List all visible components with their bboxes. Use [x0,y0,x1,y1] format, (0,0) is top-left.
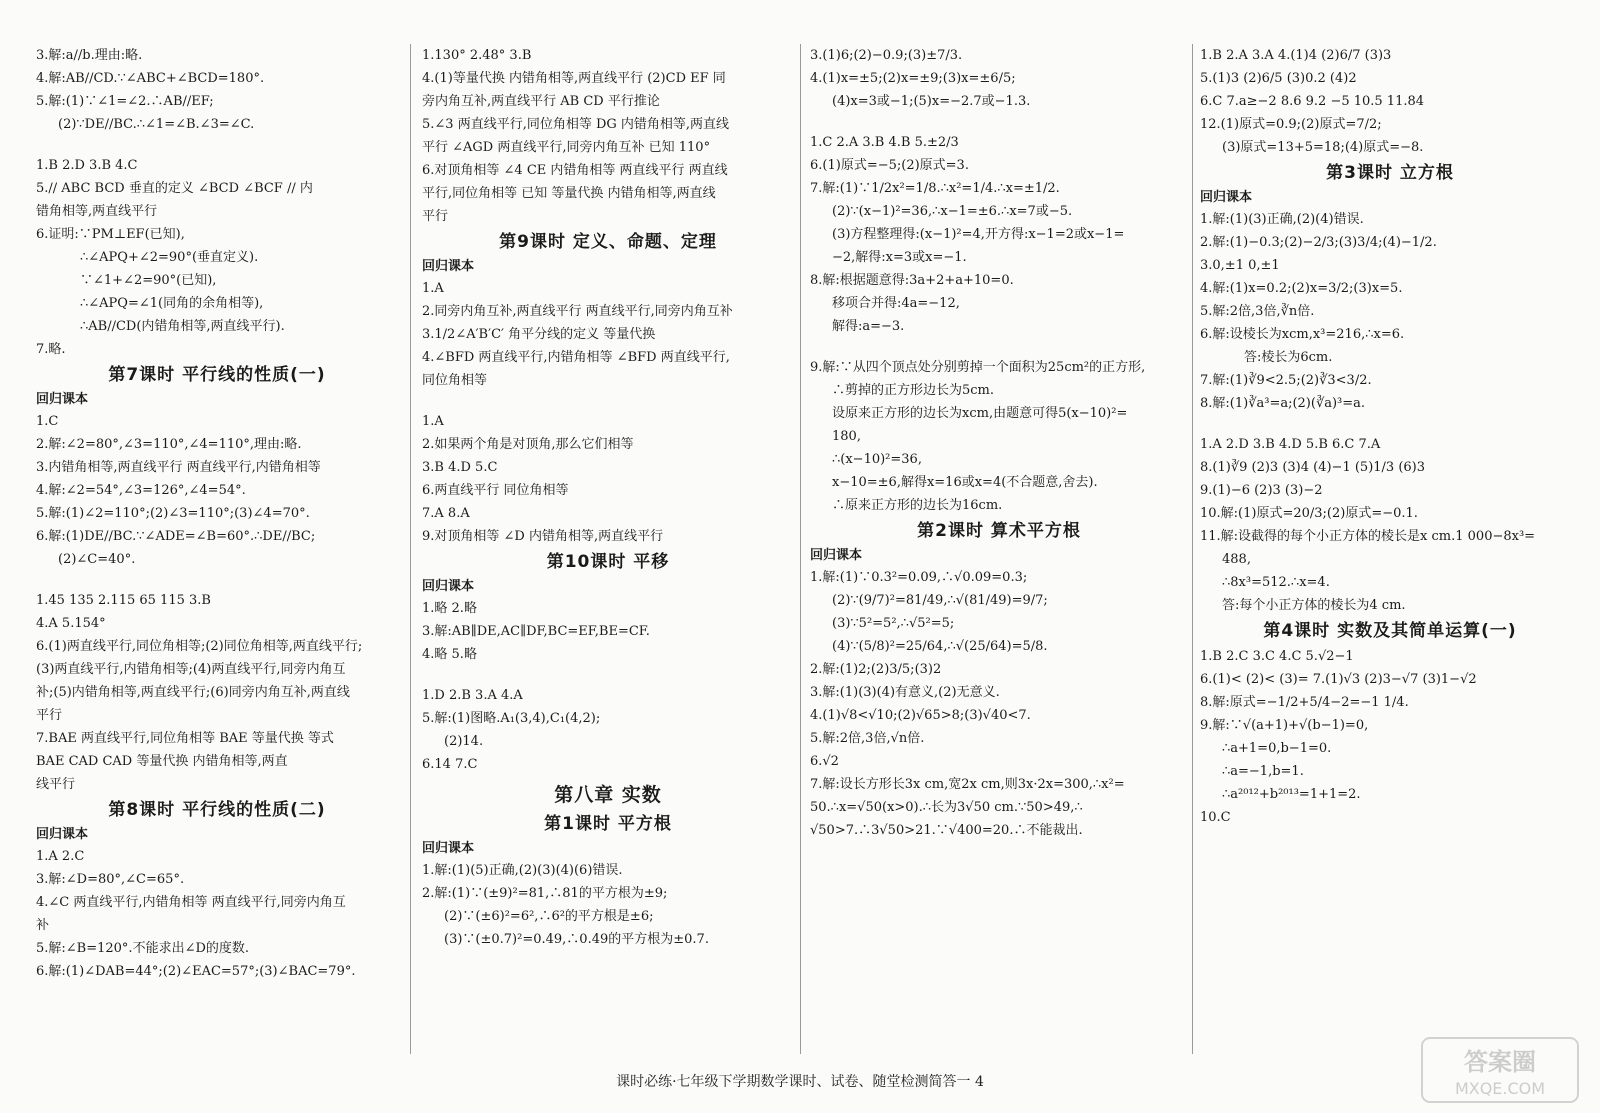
answer-line: 3.1/2∠A′B′C′ 角平分线的定义 等量代换 [422,327,656,342]
answer-line: 8.解:(1)∛a³=a;(2)(∛a)³=a. [1200,396,1366,411]
answer-line: 4.(1)x=±5;(2)x=±9;(3)x=±6/5; [810,71,1016,86]
answer-line: 6.证明:∵PM⊥EF(已知), [36,227,185,242]
answer-line: 补 [36,918,50,933]
answer-line: 7.解:设长方形长3x cm,宽2x cm,则3x·2x=300,∴x²= [810,777,1125,792]
answer-line: ∵∠1+∠2=90°(已知), [80,273,217,288]
answer-line: ∴a+1=0,b−1=0. [1222,741,1332,756]
answer-line: ∴AB//CD(内错角相等,两直线平行). [80,319,285,334]
answer-line: 3.解:∠D=80°,∠C=65°. [36,872,185,887]
answer-line: 答:棱长为6cm. [1244,350,1333,365]
lesson-heading: 第2课时 算术平方根 [917,521,1081,541]
answer-line: 6.解:(1)DE//BC.∵∠ADE=∠B=60°.∴DE//BC; [36,529,316,544]
answer-line: (2)∵(9/7)²=81/49,∴√(81/49)=9/7; [832,593,1048,608]
answer-line: 6.C 7.a≥−2 8.6 9.2 −5 10.5 11.84 [1200,94,1425,109]
answer-line: 2.如果两个角是对顶角,那么它们相等 [422,437,634,452]
answer-line: (2)14. [444,734,484,749]
answer-line: (2)∵(x−1)²=36,∴x−1=±6.∴x=7或−5. [832,204,1073,219]
answer-line: (2)∠C=40°. [58,552,136,567]
answer-line: 移项合并得:4a=−12, [832,296,960,311]
answer-line: ∴原来正方形的边长为16cm. [832,498,1003,513]
answer-line: 5.∠3 两直线平行,同位角相等 DG 内错角相等,两直线 [422,117,730,132]
answer-line: 2.解:(1)∵(±9)²=81,∴81的平方根为±9; [422,886,668,901]
answer-line: 180, [832,429,861,444]
answer-line: 3.内错角相等,两直线平行 两直线平行,内错角相等 [36,460,321,475]
svg-text:答案圈: 答案圈 [1464,1048,1536,1076]
answer-line: 7.解:(1)∵1/2x²=1/8.∴x²=1/4.∴x=±1/2. [810,181,1060,196]
answer-line: 6.(1)两直线平行,同位角相等;(2)同位角相等,两直线平行; [36,639,363,654]
answer-line: 4.(1)√8<√10;(2)√65>8;(3)√40<7. [810,708,1031,723]
answer-line: 1.A 2.C [36,849,85,864]
answer-line: 错角相等,两直线平行 [36,204,158,219]
answer-column-3 [810,44,1188,1055]
answer-line: x−10=±6,解得x=16或x=4(不合题意,舍去). [832,475,1098,490]
answer-line: 1.45 135 2.115 65 115 3.B [36,593,211,608]
answer-line: 7.略. [36,342,66,357]
answer-line: (3)原式=13+5=18;(4)原式=−8. [1222,140,1424,155]
lesson-heading: 第10课时 平移 [546,552,670,572]
answer-line: 488, [1222,552,1251,567]
lesson-heading: 第7课时 平行线的性质(一) [108,365,326,385]
answer-line: 4.略 5.略 [422,647,477,662]
answer-line: 6.对顶角相等 ∠4 CE 内错角相等 两直线平行 两直线 [422,163,728,178]
answer-line: 1.B 2.C 3.C 4.C 5.√2−1 [1200,649,1354,664]
answer-line: 1.A [422,414,444,429]
answer-line: 旁内角互补,两直线平行 AB CD 平行推论 [422,94,660,109]
answer-line: 解得:a=−3. [832,319,905,334]
answer-line: (3)方程整理得:(x−1)²=4,开方得:x−1=2或x−1= [832,227,1125,242]
answer-line: 11.解:设截得的每个小正方体的棱长是x cm.1 000−8x³= [1200,529,1536,544]
answer-line: (4)x=3或−1;(5)x=−2.7或−1.3. [832,94,1031,109]
section-label: 回归课本 [422,841,475,856]
answer-line: 平行 [422,209,449,224]
answer-line: −2,解得:x=3或x=−1. [832,250,967,265]
answer-line: 3.0,±1 0,±1 [1200,258,1280,273]
answer-line: 6.两直线平行 同位角相等 [422,483,569,498]
answer-line: ∴∠APQ=∠1(同角的余角相等), [80,296,264,311]
answer-line: 6.14 7.C [422,757,478,772]
answer-line: 2.解:(1)2;(2)3/5;(3)2 [810,662,942,677]
column-divider [410,44,411,1054]
answer-line: 50.∴x=√50(x>0).∴长为3√50 cm.∵50>49,∴ [810,800,1083,815]
answer-line: 设原来正方形的边长为xcm,由题意可得5(x−10)²= [832,406,1128,421]
answer-line: 1.A [422,281,444,296]
answer-line: 5.(1)3 (2)6/5 (3)0.2 (4)2 [1200,71,1357,86]
page-footer: 课时必练·七年级下学期数学课时、试卷、随堂检测简答一 4 [616,1074,984,1090]
answer-line: 3.解:(1)(3)(4)有意义,(2)无意义. [810,685,1000,700]
answer-line: 8.解:根据题意得:3a+2+a+10=0. [810,273,1014,288]
answer-line: 6.解:设棱长为xcm,x³=216,∴x=6. [1200,327,1405,342]
watermark-logo [1420,1036,1580,1104]
answer-line: 平行 ∠AGD 两直线平行,同旁内角互补 已知 110° [422,140,711,155]
answer-line: BAE CAD CAD 等量代换 内错角相等,两直 [36,754,288,769]
answer-line: 9.解:∵√(a+1)+√(b−1)=0, [1200,718,1369,733]
answer-line: (2)∵DE//BC.∴∠1=∠B.∠3=∠C. [58,117,255,132]
section-label: 回归课本 [422,579,475,594]
chapter-heading: 第八章 实数 [554,784,662,806]
answer-line: 4.解:AB//CD.∵∠ABC+∠BCD=180°. [36,71,265,86]
answer-line: 5.// ABC BCD 垂直的定义 ∠BCD ∠BCF // 内 [36,181,313,196]
section-gap [422,392,794,410]
answer-line: √50>7.∴3√50>21.∵√400=20.∴不能裁出. [810,823,1083,838]
lesson-heading: 第8课时 平行线的性质(二) [108,800,326,820]
answer-line: 7.解:(1)∛9<2.5;(2)∛3<3/2. [1200,373,1372,388]
answer-line: 1.130° 2.48° 3.B [422,48,532,63]
section-gap [810,338,1188,356]
answer-line: 6.(1)< (2)< (3)= 7.(1)√3 (2)3−√7 (3)1−√2 [1200,672,1477,687]
answer-line: 1.D 2.B 3.A 4.A [422,688,523,703]
answer-line: 3.解:a//b.理由:略. [36,48,143,63]
answer-line: 8.(1)∛9 (2)3 (3)4 (4)−1 (5)1/3 (6)3 [1200,460,1426,475]
answer-line: 4.解:∠2=54°,∠3=126°,∠4=54°. [36,483,246,498]
answer-line: ∴(x−10)²=36, [832,452,922,467]
answer-line: (3)∵(±0.7)²=0.49,∴0.49的平方根为±0.7. [444,932,709,947]
answer-line: 5.解:(1)∠2=110°;(2)∠3=110°;(3)∠4=70°. [36,506,310,521]
answer-line: 10.C [1200,810,1231,825]
answer-line: 1.解:(1)(5)正确,(2)(3)(4)(6)错误. [422,863,623,878]
svg-text:MXQE.COM: MXQE.COM [1454,1079,1546,1098]
column-divider [1192,44,1193,1054]
answer-line: (3)∵5²=5²,∴√5²=5; [832,616,955,631]
answer-column-2 [422,44,794,1055]
section-gap [1200,415,1580,433]
answer-line: 7.A 8.A [422,506,470,521]
answer-line: 4.A 5.154° [36,616,106,631]
section-gap [810,113,1188,131]
answer-column-4 [1200,44,1580,1055]
answer-line: 补;(5)内错角相等,两直线平行;(6)同旁内角互补,两直线 [36,685,350,700]
answer-line: 2.同旁内角互补,两直线平行 两直线平行,同旁内角互补 [422,304,733,319]
section-label: 回归课本 [810,548,863,563]
answer-line: 1.略 2.略 [422,601,477,616]
answer-line: 6.解:(1)∠DAB=44°;(2)∠EAC=57°;(3)∠BAC=79°. [36,964,356,979]
section-gap [36,136,398,154]
answer-line: 1.A 2.D 3.B 4.D 5.B 6.C 7.A [1200,437,1381,452]
answer-line: 4.解:(1)x=0.2;(2)x=3/2;(3)x=5. [1200,281,1403,296]
answer-line: 3.(1)6;(2)−0.9;(3)±7/3. [810,48,963,63]
section-label: 回归课本 [1200,190,1253,205]
answer-line: (3)两直线平行,内错角相等;(4)两直线平行,同旁内角互 [36,662,346,677]
answer-line: 6.(1)原式=−5;(2)原式=3. [810,158,969,173]
column-divider [800,44,801,1054]
answer-line: 4.(1)等量代换 内错角相等,两直线平行 (2)CD EF 同 [422,71,726,86]
answer-line: 2.解:∠2=80°,∠3=110°,∠4=110°,理由:略. [36,437,302,452]
answer-line: 4.∠BFD 两直线平行,内错角相等 ∠BFD 两直线平行, [422,350,730,365]
answer-line: ∴a²⁰¹²+b²⁰¹³=1+1=2. [1222,787,1361,802]
answer-column-1 [36,44,398,1055]
answer-line: ∴8x³=512.∴x=4. [1222,575,1330,590]
answer-line: 5.解:(1)图略.A₁(3,4),C₁(4,2); [422,711,601,726]
answer-line: 5.解:(1)∵∠1=∠2.∴AB//EF; [36,94,214,109]
section-gap [36,571,398,589]
answer-line: 平行,同位角相等 已知 等量代换 内错角相等,两直线 [422,186,716,201]
answer-line: 1.B 2.A 3.A 4.(1)4 (2)6/7 (3)3 [1200,48,1392,63]
answer-line: 答:每个小正方体的棱长为4 cm. [1222,598,1406,613]
answer-line: (4)∵(5/8)²=25/64,∴√(25/64)=5/8. [832,639,1048,654]
answer-line: (2)∵(±6)²=6²,∴6²的平方根是±6; [444,909,654,924]
lesson-heading: 第4课时 实数及其简单运算(一) [1263,621,1517,641]
lesson-heading: 第3课时 立方根 [1326,163,1454,183]
section-label: 回归课本 [36,827,89,842]
answer-line: 1.解:(1)∵0.3²=0.09,∴√0.09=0.3; [810,570,1028,585]
answer-line: ∴剪掉的正方形边长为5cm. [832,383,995,398]
answer-line: 线平行 [36,777,76,792]
answer-line: 3.B 4.D 5.C [422,460,498,475]
section-label: 回归课本 [422,259,475,274]
answer-line: 6.√2 [810,754,839,769]
section-gap [422,666,794,684]
section-label: 回归课本 [36,392,89,407]
answer-line: 1.C 2.A 3.B 4.B 5.±2/3 [810,135,959,150]
answer-line: 9.对顶角相等 ∠D 内错角相等,两直线平行 [422,529,664,544]
answer-line: 8.解:原式=−1/2+5/4−2=−1 1/4. [1200,695,1409,710]
answer-line: 5.解:2倍,3倍,√n倍. [810,731,925,746]
answer-line: ∴∠APQ+∠2=90°(垂直定义). [80,250,259,265]
answer-line: 5.解:2倍,3倍,∛n倍. [1200,304,1315,319]
answer-line: 12.(1)原式=0.9;(2)原式=7/2; [1200,117,1382,132]
answer-line: 9.解:∵从四个顶点处分别剪掉一个面积为25cm²的正方形, [810,360,1146,375]
answer-line: 3.解:AB∥DE,AC∥DF,BC=EF,BE=CF. [422,624,650,639]
answer-line: ∴a=−1,b=1. [1222,764,1304,779]
lesson-heading: 第9课时 定义、命题、定理 [499,232,717,252]
answer-line: 1.C [36,414,59,429]
answer-line: 10.解:(1)原式=20/3;(2)原式=−0.1. [1200,506,1418,521]
lesson-heading: 第1课时 平方根 [544,814,672,834]
answer-line: 同位角相等 [422,373,488,388]
answer-line: 4.∠C 两直线平行,内错角相等 两直线平行,同旁内角互 [36,895,346,910]
answer-line: 5.解:∠B=120°.不能求出∠D的度数. [36,941,250,956]
answer-line: 2.解:(1)−0.3;(2)−2/3;(3)3/4;(4)−1/2. [1200,235,1437,250]
answer-line: 平行 [36,708,63,723]
answer-line: 1.B 2.D 3.B 4.C [36,158,138,173]
answer-line: 1.解:(1)(3)正确,(2)(4)错误. [1200,212,1364,227]
answer-line: 7.BAE 两直线平行,同位角相等 BAE 等量代换 等式 [36,731,334,746]
answer-line: 9.(1)−6 (2)3 (3)−2 [1200,483,1323,498]
